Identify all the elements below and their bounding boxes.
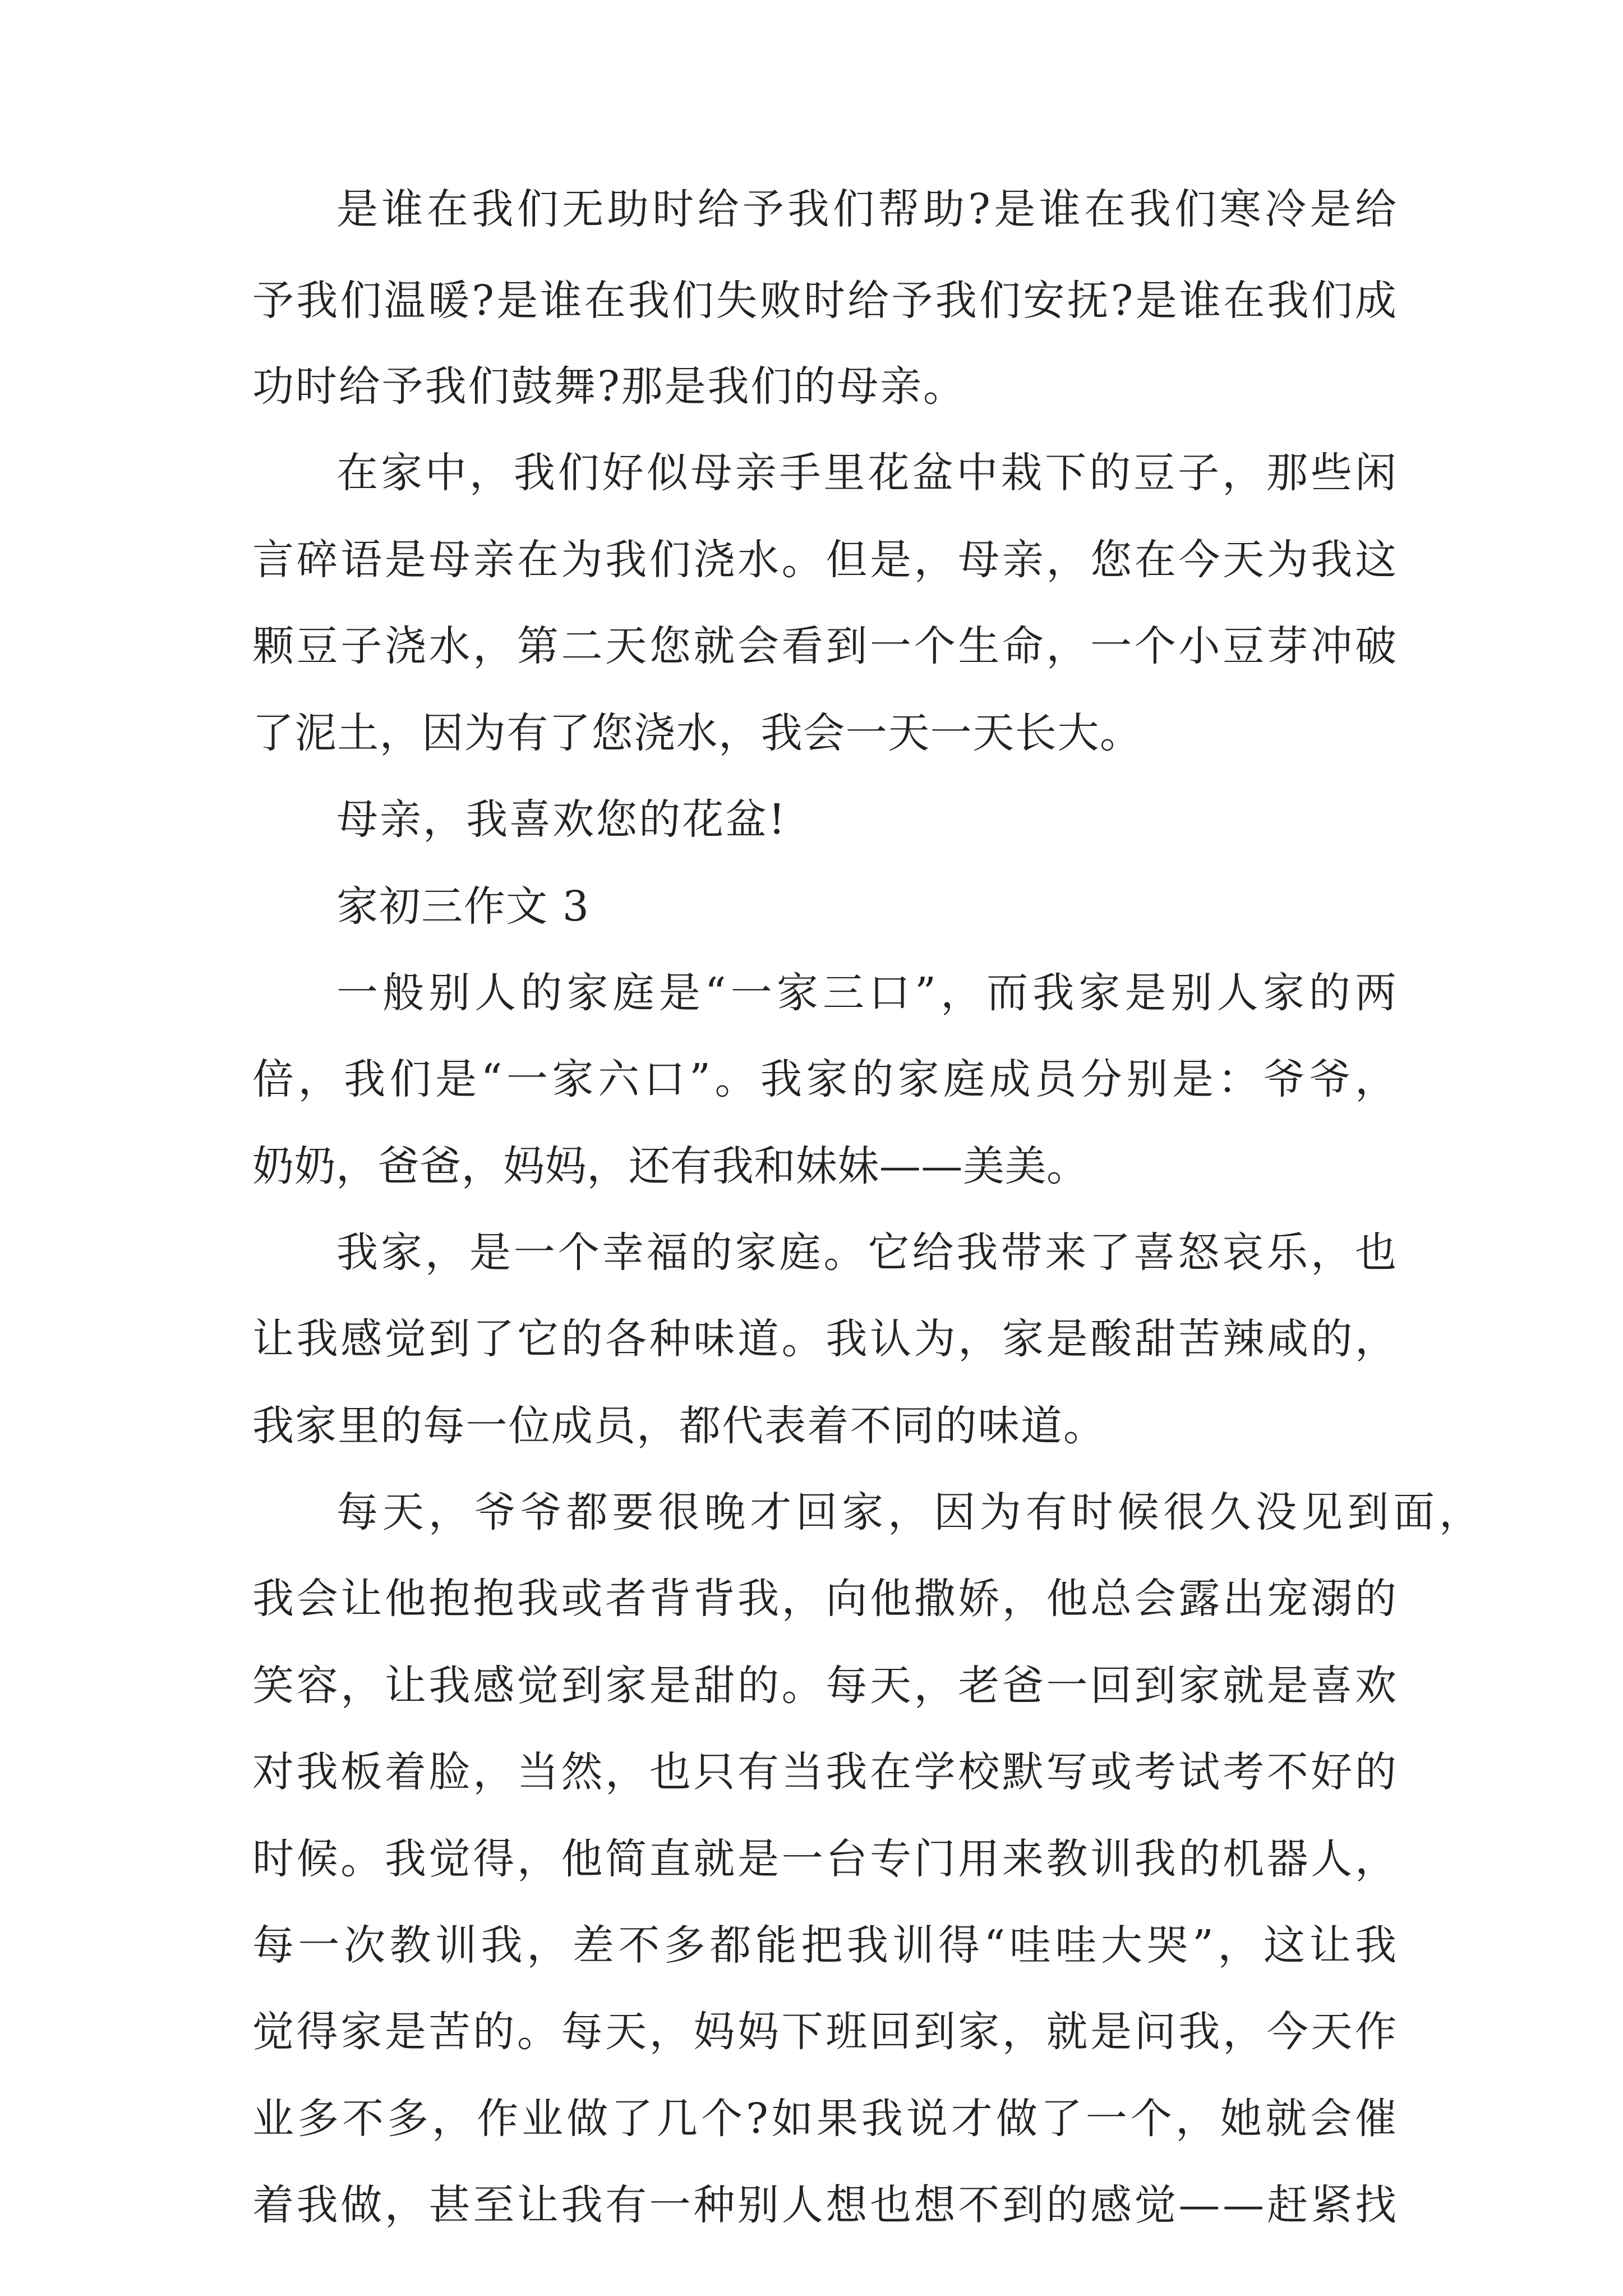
- text-line: 家初三作文 3: [336, 882, 590, 931]
- text-line: 我家，是一个幸福的家庭。它给我带来了喜怒哀乐，也: [336, 1228, 1399, 1277]
- text-line: 着我做，甚至让我有一种别人想也想不到的感觉——赶紧找: [252, 2181, 1399, 2229]
- text-line: 对我板着脸，当然，也只有当我在学校默写或考试考不好的: [252, 1748, 1399, 1796]
- text-line: 我会让他抱抱我或者背背我，向他撒娇，他总会露出宠溺的: [252, 1575, 1399, 1623]
- text-line: 业多不多，作业做了几个?如果我说才做了一个，她就会催: [252, 2095, 1400, 2143]
- text-line: 予我们温暖?是谁在我们失败时给予我们安抚?是谁在我们成: [252, 277, 1399, 325]
- text-line: 倍，我们是“一家六口”。我家的家庭成员分别是：爷爷，: [252, 1055, 1401, 1103]
- text-line: 颗豆子浇水，第二天您就会看到一个生命，一个小豆芽冲破: [252, 622, 1399, 670]
- text-line: 奶奶，爸爸，妈妈，还有我和妹妹——美美。: [252, 1142, 1089, 1190]
- text-line: 时候。我觉得，他简直就是一台专门用来教训我的机器人，: [252, 1835, 1399, 1883]
- text-line: 母亲，我喜欢您的花盆!: [336, 795, 787, 844]
- text-line: 让我感觉到了它的各种味道。我认为，家是酸甜苦辣咸的，: [252, 1315, 1399, 1363]
- text-line: 每一次教训我，差不多都能把我训得“哇哇大哭”，这让我: [252, 1921, 1401, 1970]
- text-line: 了泥土，因为有了您浇水，我会一天一天长大。: [252, 709, 1142, 757]
- text-line: 我家里的每一位成员，都代表着不同的味道。: [252, 1402, 1106, 1450]
- text-line: 功时给予我们鼓舞?那是我们的母亲。: [252, 362, 966, 411]
- text-line: 觉得家是苦的。每天，妈妈下班回到家，就是问我，今天作: [252, 2008, 1399, 2056]
- text-line: 是谁在我们无助时给予我们帮助?是谁在我们寒冷是给: [336, 185, 1400, 233]
- text-line: 一般别人的家庭是“一家三口”，而我家是别人家的两: [336, 969, 1401, 1017]
- text-line: 言碎语是母亲在为我们浇水。但是，母亲，您在今天为我这: [252, 536, 1399, 584]
- text-line: 笑容，让我感觉到家是甜的。每天，老爸一回到家就是喜欢: [252, 1662, 1399, 1710]
- text-line: 在家中，我们好似母亲手里花盆中栽下的豆子，那些闲: [336, 449, 1399, 497]
- text-line: 每天，爷爷都要很晚才回家，因为有时候很久没见到面，: [336, 1488, 1485, 1536]
